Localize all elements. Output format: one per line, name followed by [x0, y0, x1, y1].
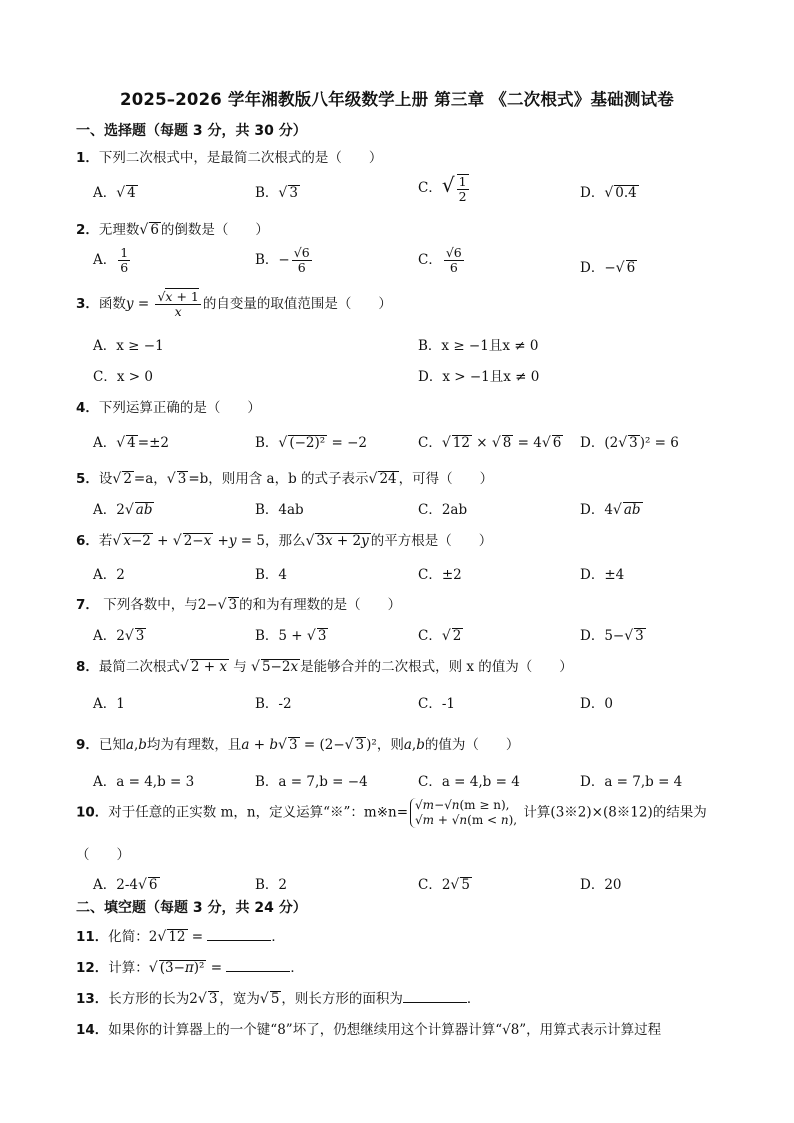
q4-option-c: C．√ 12 × √ 8 = 4√ 6: [418, 435, 562, 451]
q2-option-d: D．−√ 6: [580, 260, 636, 276]
q10-option-c: C．2√ 5: [418, 877, 470, 893]
q1-option-c: C．√ $\frac{1}{2}$: [418, 173, 467, 204]
q9-option-c: C．a = 4,b = 4: [418, 774, 520, 790]
q1-option-b: B．√ 3: [255, 185, 298, 201]
question-13: 13．长方形的长为2√ 3 ，宽为√ 5 ，则长方形的面积为 ．: [76, 991, 481, 1007]
question-9: 9．已知a,b均为有理数，且a + b√ 3 = (2−√ 3 )²，则a,b的值为（ ）: [76, 737, 520, 753]
q1-option-a: A．√ 4: [93, 185, 136, 201]
answer-blank[interactable]: [207, 928, 271, 941]
q2-option-a: A． $\frac{1}{6}$: [93, 245, 129, 275]
answer-blank[interactable]: [226, 959, 290, 972]
piecewise-definition: √m−√n(m ≥ n), √m + √n(m < n),: [410, 798, 517, 828]
question-1: 1．下列二次根式中，是最简二次根式的是（ ）: [76, 150, 383, 166]
q2-option-b: B．− $\frac{√6}{6}$: [255, 245, 310, 275]
q8-option-c: C．-1: [418, 696, 455, 712]
q6-option-b: B．4: [255, 567, 288, 583]
question-3: 3．函数y = $\frac{√x + 1}{x}$ 的自变量的取值范围是（ ）: [76, 289, 392, 319]
question-12: 12．计算：√ (3−π)² = ．: [76, 960, 304, 976]
q6-option-d: D．±4: [580, 567, 625, 583]
q7-option-b: B．5 + √ 3: [255, 628, 327, 644]
question-6: 6．若√ x−2 + √ 2−x +y = 5，那么√ 3x + 2y 的平方根是（ ）: [76, 533, 493, 549]
q2-option-c: C． $\frac{√6}{6}$: [418, 245, 462, 275]
q7-option-d: D．5−√ 3: [580, 628, 644, 644]
question-14: 14．如果你的计算器上的一个键“8”坏了，仍想继续用这个计算器计算“√8”，用算式表示计算过程: [76, 1022, 662, 1038]
q9-option-b: B．a = 7,b = −4: [255, 774, 368, 790]
q6-option-c: C．±2: [418, 567, 462, 583]
q5-option-a: A．2√ ab: [93, 502, 153, 518]
q7-option-c: C．√ 2: [418, 628, 462, 644]
q4-option-d: D．(2√ 3 )² = 6: [580, 435, 679, 451]
q8-option-d: D．0: [580, 696, 613, 712]
question-10-cont: （ ）: [76, 847, 130, 863]
section-choice: 一、选择题（每题 3 分，共 30 分）: [76, 123, 307, 139]
q7-option-a: A．2√ 3: [93, 628, 145, 644]
q10-option-b: B．2: [255, 877, 288, 893]
question-2: 2．无理数√ 6 的倒数是（ ）: [76, 222, 269, 238]
question-11: 11．化简：2√ 12 = ．: [76, 929, 285, 945]
q3-option-b: B．x ≥ −1且x ≠ 0: [418, 338, 539, 354]
q8-option-b: B．-2: [255, 696, 292, 712]
q6-option-a: A．2: [93, 567, 125, 583]
q10-option-a: A．2-4√ 6: [93, 877, 158, 893]
answer-blank[interactable]: [403, 990, 467, 1003]
q3-option-d: D．x > −1且x ≠ 0: [418, 369, 540, 385]
question-7: 7． 下列各数中，与2−√ 3 的和为有理数的是（ ）: [76, 597, 402, 613]
q9-option-a: A．a = 4,b = 3: [93, 774, 195, 790]
q8-option-a: A．1: [93, 696, 125, 712]
q3-option-a: A．x ≥ −1: [93, 338, 164, 354]
question-10: 10．对于任意的正实数 m，n，定义运算“※”：m※n= √m−√n(m ≥ n), √m + √n(m < n), 计算(3※2)×(8※12)的结果为: [76, 798, 707, 827]
q5-option-d: D．4√ ab: [580, 502, 641, 518]
q10-option-d: D．20: [580, 877, 622, 893]
q4-option-b: B．√ (−2)² = −2: [255, 435, 367, 451]
page-title: 2025–2026 学年湘教版八年级数学上册 第三章 《二次根式》基础测试卷: [120, 90, 674, 109]
section-fill: 二、填空题（每题 3 分，共 24 分）: [76, 900, 307, 916]
q4-option-a: A．√ 4 =±2: [93, 435, 169, 451]
q9-option-d: D．a = 7,b = 4: [580, 774, 683, 790]
q5-option-b: B．4ab: [255, 502, 304, 518]
question-4: 4．下列运算正确的是（ ）: [76, 400, 261, 416]
q3-option-c: C．x > 0: [93, 369, 153, 385]
q5-option-c: C．2ab: [418, 502, 468, 518]
question-8: 8．最简二次根式√ 2 + x 与 √ 5−2x 是能够合并的二次根式，则 x 的值为（ ）: [76, 659, 573, 675]
q1-option-d: D．√ 0.4: [580, 185, 637, 201]
question-5: 5．设√ 2 =a，√ 3 =b，则用含 a，b 的式子表示√ 24 ，可得（ ）: [76, 471, 494, 487]
